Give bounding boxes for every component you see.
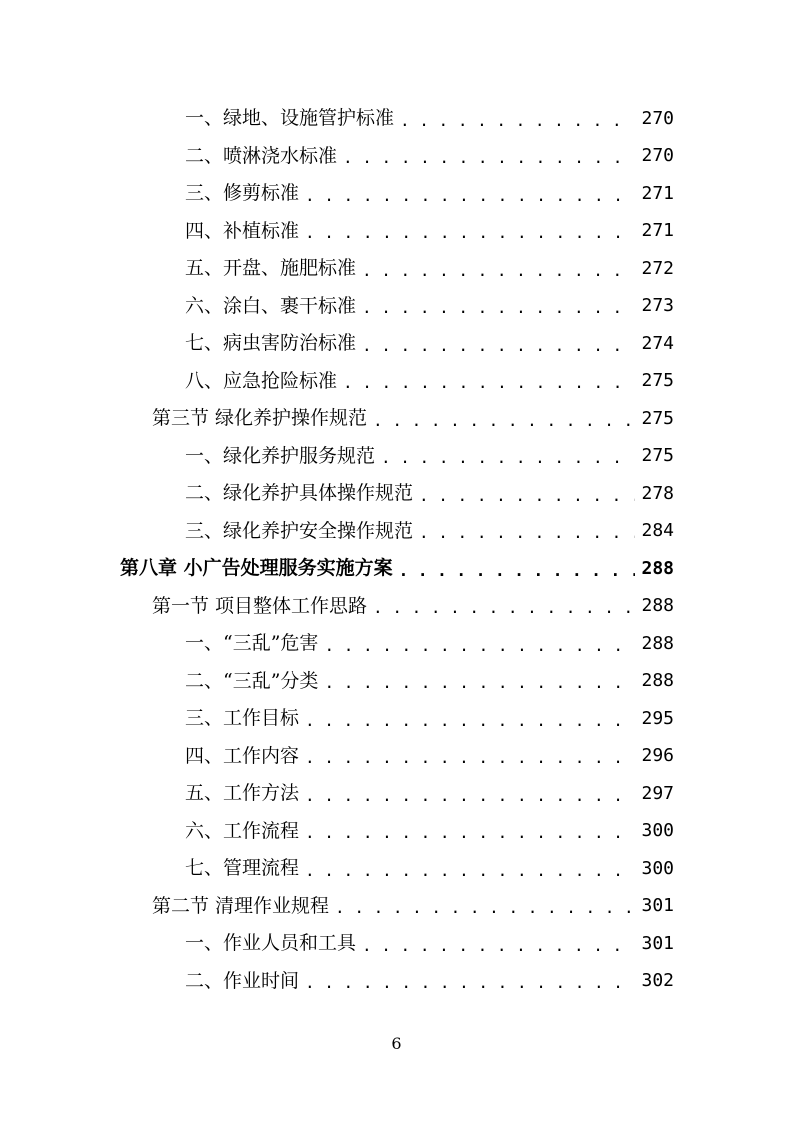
- toc-entry[interactable]: [0, 138, 793, 176]
- toc-entry-page: 272: [641, 257, 674, 279]
- toc-entry-title: 第八章 小广告处理服务实施方案: [120, 557, 393, 580]
- toc-entry-page: 301: [641, 932, 674, 954]
- page-number: 6: [391, 1034, 402, 1053]
- toc-entry-page: 271: [641, 220, 674, 242]
- toc-entry[interactable]: [0, 775, 793, 813]
- toc-dot-leader: [419, 521, 635, 541]
- toc-entry-page: 295: [641, 707, 674, 729]
- toc-entry[interactable]: [0, 700, 793, 738]
- toc-entry-page: 296: [641, 745, 674, 767]
- toc-dot-leader: [305, 221, 635, 241]
- toc-entry-page: 274: [641, 332, 674, 354]
- toc-entry-title: 七、病虫害防治标准: [185, 332, 357, 355]
- toc-entry-page: 275: [641, 407, 674, 429]
- toc-dot-leader: [381, 446, 635, 466]
- toc-entry[interactable]: [0, 213, 793, 251]
- toc-dot-leader: [335, 896, 635, 916]
- toc-entry-page: 288: [641, 595, 674, 617]
- toc-entry-title: 四、补植标准: [185, 219, 300, 242]
- toc-entry-title: 四、工作内容: [185, 744, 300, 767]
- toc-dot-leader: [400, 109, 635, 129]
- toc-entry-title: 五、开盘、施肥标准: [185, 257, 357, 280]
- toc-dot-leader: [419, 484, 635, 504]
- toc-entry-page: 278: [641, 482, 674, 504]
- toc-entry[interactable]: [0, 475, 793, 513]
- toc-entry[interactable]: [0, 963, 793, 1001]
- toc-entry-page: 288: [641, 632, 674, 654]
- toc-entry-page: 273: [641, 295, 674, 317]
- toc-entry-title: 五、工作方法: [185, 782, 300, 805]
- toc-dot-leader: [343, 146, 635, 166]
- toc-dot-leader: [305, 746, 635, 766]
- toc-entry-title: 二、作业时间: [185, 969, 300, 992]
- toc-dot-leader: [305, 821, 635, 841]
- toc-entry-title: 二、绿化养护具体操作规范: [185, 482, 414, 505]
- toc-section-entry[interactable]: [0, 400, 793, 438]
- toc-section-entry[interactable]: [0, 588, 793, 626]
- toc-entry-page: 301: [641, 895, 674, 917]
- toc-entry-title: 一、“三乱”危害: [185, 632, 319, 655]
- toc-dot-leader: [324, 634, 635, 654]
- toc-entry[interactable]: [0, 738, 793, 776]
- toc-dot-leader: [343, 371, 635, 391]
- toc-entry-page: 300: [641, 857, 674, 879]
- table-of-contents: [0, 100, 793, 1000]
- toc-entry-page: 300: [641, 820, 674, 842]
- toc-entry-title: 一、绿化养护服务规范: [185, 444, 376, 467]
- toc-entry-page: 271: [641, 182, 674, 204]
- toc-entry[interactable]: [0, 363, 793, 401]
- toc-entry-page: 297: [641, 782, 674, 804]
- toc-dot-leader: [373, 596, 635, 616]
- toc-entry-title: 三、修剪标准: [185, 182, 300, 205]
- toc-dot-leader: [324, 671, 635, 691]
- toc-dot-leader: [305, 784, 635, 804]
- toc-entry-title: 六、工作流程: [185, 819, 300, 842]
- toc-section-entry[interactable]: [0, 888, 793, 926]
- toc-entry-title: 八、应急抢险标准: [185, 369, 338, 392]
- toc-dot-leader: [373, 409, 635, 429]
- toc-entry-page: 288: [641, 557, 674, 579]
- toc-entry-title: 第二节 清理作业规程: [152, 894, 330, 917]
- toc-entry[interactable]: [0, 325, 793, 363]
- toc-entry-title: 二、“三乱”分类: [185, 669, 319, 692]
- toc-entry-title: 三、工作目标: [185, 707, 300, 730]
- toc-entry[interactable]: [0, 663, 793, 701]
- toc-entry[interactable]: [0, 925, 793, 963]
- toc-entry[interactable]: [0, 175, 793, 213]
- toc-entry[interactable]: [0, 813, 793, 851]
- toc-dot-leader: [305, 184, 635, 204]
- toc-entry-page: 270: [641, 145, 674, 167]
- toc-dot-leader: [305, 859, 635, 879]
- toc-dot-leader: [362, 934, 635, 954]
- toc-entry-page: 270: [641, 107, 674, 129]
- toc-entry-title: 第一节 项目整体工作思路: [152, 594, 368, 617]
- toc-dot-leader: [399, 559, 636, 579]
- toc-chapter-entry[interactable]: [0, 550, 793, 588]
- toc-entry[interactable]: [0, 100, 793, 138]
- toc-entry[interactable]: [0, 625, 793, 663]
- toc-entry-page: 288: [641, 670, 674, 692]
- toc-entry-title: 一、绿地、设施管护标准: [185, 107, 395, 130]
- toc-entry-page: 275: [641, 370, 674, 392]
- toc-entry-title: 第三节 绿化养护操作规范: [152, 407, 368, 430]
- toc-dot-leader: [362, 259, 635, 279]
- toc-entry[interactable]: [0, 850, 793, 888]
- toc-entry-title: 三、绿化养护安全操作规范: [185, 519, 414, 542]
- toc-entry[interactable]: [0, 438, 793, 476]
- toc-entry-page: 284: [641, 520, 674, 542]
- toc-entry-title: 七、管理流程: [185, 857, 300, 880]
- toc-entry-title: 六、涂白、裹干标准: [185, 294, 357, 317]
- toc-dot-leader: [362, 334, 635, 354]
- toc-entry[interactable]: [0, 250, 793, 288]
- toc-dot-leader: [305, 971, 635, 991]
- toc-entry-page: 275: [641, 445, 674, 467]
- toc-dot-leader: [362, 296, 635, 316]
- toc-entry-page: 302: [641, 970, 674, 992]
- toc-entry[interactable]: [0, 288, 793, 326]
- toc-entry-title: 二、喷淋浇水标准: [185, 144, 338, 167]
- toc-entry[interactable]: [0, 513, 793, 551]
- toc-dot-leader: [305, 709, 635, 729]
- toc-entry-title: 一、作业人员和工具: [185, 932, 357, 955]
